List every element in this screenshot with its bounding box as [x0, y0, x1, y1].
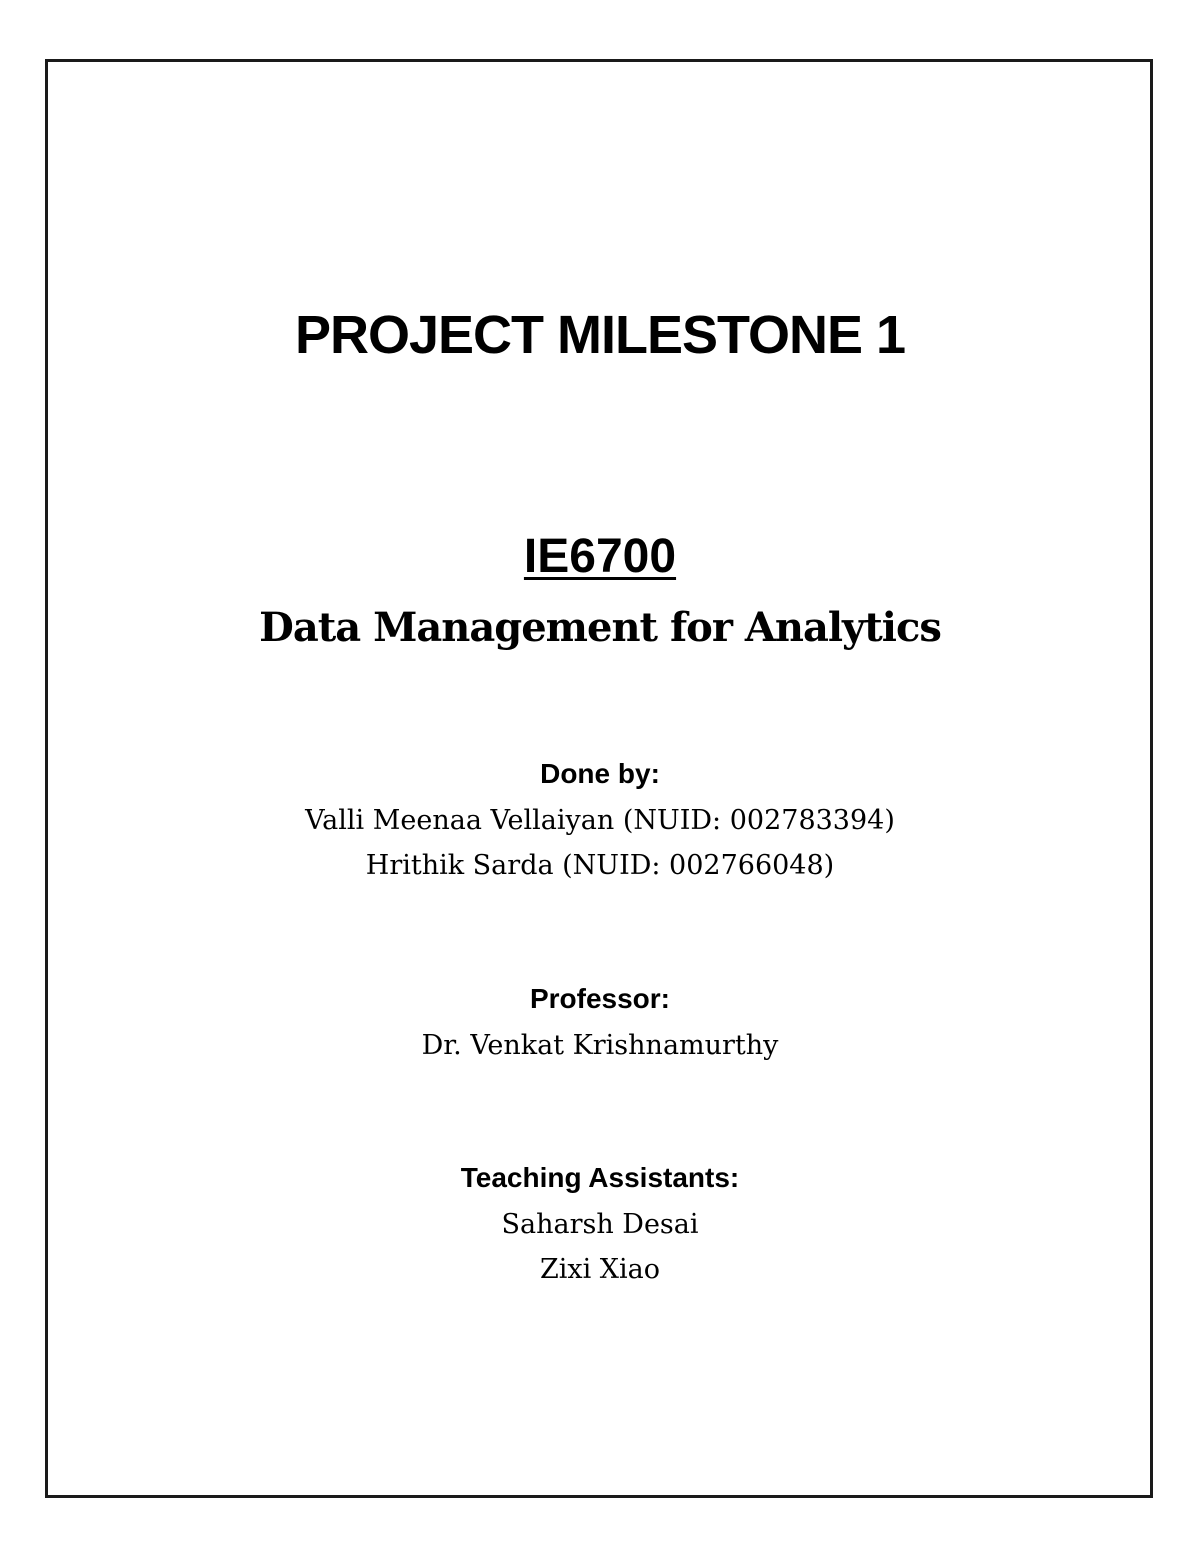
document-title: PROJECT MILESTONE 1: [294, 305, 906, 365]
teaching-assistant-name: Zixi Xiao: [539, 1254, 661, 1285]
course-name: Data Management for Analytics: [259, 604, 941, 651]
professor-name: Dr. Venkat Krishnamurthy: [421, 1030, 779, 1061]
course-code-text: IE6700: [523, 530, 677, 583]
done-by-label: Done by:: [540, 758, 660, 789]
course-code: [0, 526, 1200, 588]
professor-label: Professor:: [529, 983, 671, 1014]
teaching-assistants-label: Teaching Assistants:: [460, 1162, 740, 1193]
team-member: Hrithik Sarda (NUID: 002766048): [365, 850, 835, 881]
teaching-assistant-name: Saharsh Desai: [501, 1209, 699, 1240]
team-member: Valli Meenaa Vellaiyan (NUID: 002783394): [305, 805, 895, 836]
